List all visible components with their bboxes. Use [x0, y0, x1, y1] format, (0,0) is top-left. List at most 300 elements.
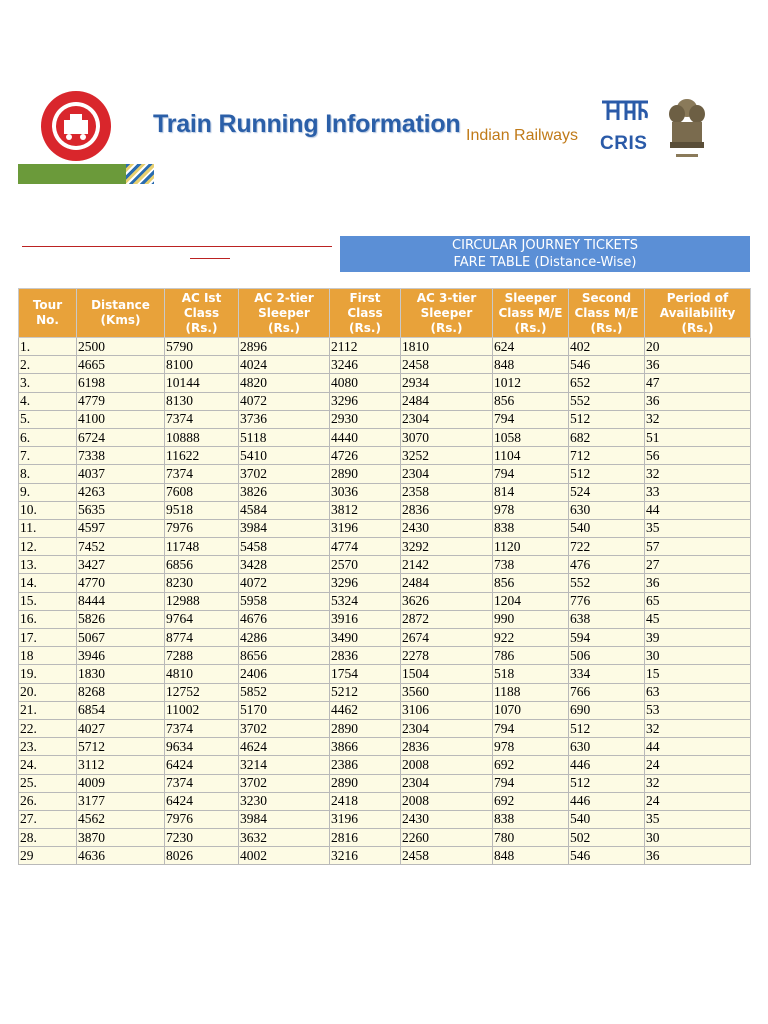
- table-row: [19, 410, 751, 428]
- table-cell: 2418: [330, 792, 401, 810]
- table-row: [19, 829, 751, 847]
- column-header-line: Class M/E: [498, 305, 563, 320]
- column-header-line: (Rs.): [430, 320, 463, 335]
- table-cell: 65: [645, 592, 751, 610]
- table-cell: 6724: [77, 428, 165, 446]
- table-cell: 848: [493, 847, 569, 865]
- table-cell: 2304: [401, 719, 493, 737]
- table-cell: 692: [493, 756, 569, 774]
- table-cell: 3702: [239, 774, 330, 792]
- table-cell: 1810: [401, 338, 493, 356]
- column-header-line: (Rs.): [681, 320, 714, 335]
- table-row: [19, 556, 751, 574]
- table-cell: 4100: [77, 410, 165, 428]
- table-row: [19, 465, 751, 483]
- table-cell: 5410: [239, 447, 330, 465]
- table-cell: 652: [569, 374, 645, 392]
- table-cell: 3.: [19, 374, 77, 392]
- table-cell: 56: [645, 447, 751, 465]
- table-cell: 9634: [165, 738, 239, 756]
- table-cell: 15: [645, 665, 751, 683]
- table-cell: 8100: [165, 356, 239, 374]
- table-cell: 10144: [165, 374, 239, 392]
- table-cell: 4072: [239, 392, 330, 410]
- table-cell: 1188: [493, 683, 569, 701]
- table-cell: 7374: [165, 719, 239, 737]
- column-header-line: Period of: [666, 290, 729, 305]
- table-cell: 24: [645, 792, 751, 810]
- table-cell: 30: [645, 829, 751, 847]
- table-cell: 16.: [19, 610, 77, 628]
- table-cell: 624: [493, 338, 569, 356]
- table-cell: 3812: [330, 501, 401, 519]
- table-cell: 546: [569, 356, 645, 374]
- table-cell: 4462: [330, 701, 401, 719]
- table-cell: 512: [569, 410, 645, 428]
- column-header-line: AC 3-tier: [416, 290, 477, 305]
- table-cell: 3490: [330, 629, 401, 647]
- table-cell: 4263: [77, 483, 165, 501]
- table-row: [19, 356, 751, 374]
- column-header-line: (Rs.): [268, 320, 300, 335]
- table-cell: 45: [645, 610, 751, 628]
- table-cell: 5852: [239, 683, 330, 701]
- table-cell: 6854: [77, 701, 165, 719]
- table-cell: 3230: [239, 792, 330, 810]
- table-cell: 766: [569, 683, 645, 701]
- table-cell: 2142: [401, 556, 493, 574]
- column-header-line: (Rs.): [185, 320, 218, 335]
- table-cell: 838: [493, 519, 569, 537]
- table-cell: 3870: [77, 829, 165, 847]
- table-cell: 53: [645, 701, 751, 719]
- table-cell: 11.: [19, 519, 77, 537]
- table-cell: 2890: [330, 774, 401, 792]
- table-cell: 5.: [19, 410, 77, 428]
- table-cell: 978: [493, 738, 569, 756]
- table-cell: 22.: [19, 719, 77, 737]
- table-row: [19, 374, 751, 392]
- column-header-line: First: [349, 290, 381, 305]
- table-cell: 3632: [239, 829, 330, 847]
- table-cell: 512: [569, 465, 645, 483]
- column-header-line: Class M/E: [574, 305, 639, 320]
- table-cell: 36: [645, 356, 751, 374]
- table-cell: 4027: [77, 719, 165, 737]
- table-cell: 2430: [401, 810, 493, 828]
- table-cell: 838: [493, 810, 569, 828]
- table-cell: 5212: [330, 683, 401, 701]
- table-cell: 3916: [330, 610, 401, 628]
- indian-railways-logo-icon: [40, 90, 112, 162]
- table-cell: 2872: [401, 610, 493, 628]
- table-cell: 2836: [401, 738, 493, 756]
- table-cell: 6424: [165, 756, 239, 774]
- table-cell: 776: [569, 592, 645, 610]
- table-cell: 780: [493, 829, 569, 847]
- table-cell: 2934: [401, 374, 493, 392]
- table-cell: 9.: [19, 483, 77, 501]
- column-header: [19, 289, 77, 338]
- table-cell: 2484: [401, 392, 493, 410]
- table-cell: 13.: [19, 556, 77, 574]
- table-cell: 552: [569, 392, 645, 410]
- table-row: [19, 810, 751, 828]
- table-row: [19, 519, 751, 537]
- table-cell: 7374: [165, 465, 239, 483]
- table-cell: 7374: [165, 410, 239, 428]
- table-cell: 19.: [19, 665, 77, 683]
- table-cell: 446: [569, 756, 645, 774]
- table-cell: 5635: [77, 501, 165, 519]
- table-cell: 4810: [165, 665, 239, 683]
- table-row: [19, 792, 751, 810]
- column-header-line: Distance: [91, 298, 150, 312]
- table-row: [19, 756, 751, 774]
- column-header: [239, 289, 330, 338]
- table-cell: 4665: [77, 356, 165, 374]
- table-row: [19, 701, 751, 719]
- table-cell: 546: [569, 847, 645, 865]
- table-cell: 4.: [19, 392, 77, 410]
- table-cell: 2890: [330, 465, 401, 483]
- table-cell: 4636: [77, 847, 165, 865]
- table-cell: 26.: [19, 792, 77, 810]
- table-cell: 44: [645, 501, 751, 519]
- table-cell: 7230: [165, 829, 239, 847]
- table-cell: 1.: [19, 338, 77, 356]
- table-row: [19, 719, 751, 737]
- page-title: Train Running Information: [153, 110, 461, 138]
- table-cell: 33: [645, 483, 751, 501]
- table-cell: 630: [569, 501, 645, 519]
- table-cell: 524: [569, 483, 645, 501]
- table-cell: 17.: [19, 629, 77, 647]
- table-cell: 2406: [239, 665, 330, 683]
- table-cell: 1204: [493, 592, 569, 610]
- table-cell: 12.: [19, 538, 77, 556]
- table-cell: 5067: [77, 629, 165, 647]
- table-cell: 2112: [330, 338, 401, 356]
- table-cell: 57: [645, 538, 751, 556]
- table-cell: 4726: [330, 447, 401, 465]
- table-cell: 3292: [401, 538, 493, 556]
- table-cell: 15.: [19, 592, 77, 610]
- table-cell: 32: [645, 465, 751, 483]
- table-cell: 3246: [330, 356, 401, 374]
- table-cell: 3626: [401, 592, 493, 610]
- table-row: [19, 447, 751, 465]
- table-cell: 856: [493, 574, 569, 592]
- table-cell: 24.: [19, 756, 77, 774]
- table-cell: 3866: [330, 738, 401, 756]
- table-row: [19, 483, 751, 501]
- table-cell: 7976: [165, 810, 239, 828]
- table-cell: 7976: [165, 519, 239, 537]
- table-cell: 2386: [330, 756, 401, 774]
- table-cell: 682: [569, 428, 645, 446]
- table-cell: 9764: [165, 610, 239, 628]
- table-cell: 7374: [165, 774, 239, 792]
- table-cell: 476: [569, 556, 645, 574]
- table-row: [19, 538, 751, 556]
- table-row: [19, 647, 751, 665]
- table-cell: 4286: [239, 629, 330, 647]
- table-cell: 1754: [330, 665, 401, 683]
- table-cell: 3214: [239, 756, 330, 774]
- table-cell: 3036: [330, 483, 401, 501]
- table-cell: 518: [493, 665, 569, 683]
- table-cell: 552: [569, 574, 645, 592]
- table-cell: 39: [645, 629, 751, 647]
- table-row: [19, 338, 751, 356]
- table-cell: 14.: [19, 574, 77, 592]
- table-cell: 36: [645, 574, 751, 592]
- table-cell: 2304: [401, 465, 493, 483]
- table-cell: 4440: [330, 428, 401, 446]
- table-cell: 11622: [165, 447, 239, 465]
- table-row: [19, 392, 751, 410]
- column-header-line: (Rs.): [514, 320, 547, 335]
- table-cell: 4624: [239, 738, 330, 756]
- table-cell: 7338: [77, 447, 165, 465]
- table-cell: 2008: [401, 792, 493, 810]
- table-cell: 44: [645, 738, 751, 756]
- table-cell: 8026: [165, 847, 239, 865]
- column-header: [330, 289, 401, 338]
- table-cell: 4562: [77, 810, 165, 828]
- table-cell: 30: [645, 647, 751, 665]
- table-cell: 10888: [165, 428, 239, 446]
- column-header-line: Sleeper: [420, 305, 473, 320]
- national-emblem-icon: [664, 94, 710, 164]
- table-row: [19, 629, 751, 647]
- table-cell: 3070: [401, 428, 493, 446]
- table-cell: 12752: [165, 683, 239, 701]
- table-cell: 1830: [77, 665, 165, 683]
- table-cell: 4584: [239, 501, 330, 519]
- table-cell: 35: [645, 810, 751, 828]
- table-cell: 2836: [330, 647, 401, 665]
- table-cell: 5458: [239, 538, 330, 556]
- table-cell: 690: [569, 701, 645, 719]
- table-cell: 4037: [77, 465, 165, 483]
- table-cell: 540: [569, 810, 645, 828]
- table-cell: 512: [569, 774, 645, 792]
- table-cell: 5118: [239, 428, 330, 446]
- column-header: [401, 289, 493, 338]
- table-cell: 978: [493, 501, 569, 519]
- table-cell: 8268: [77, 683, 165, 701]
- table-cell: 2896: [239, 338, 330, 356]
- table-cell: 794: [493, 465, 569, 483]
- table-cell: 3112: [77, 756, 165, 774]
- table-cell: 21.: [19, 701, 77, 719]
- table-cell: 4774: [330, 538, 401, 556]
- table-cell: 638: [569, 610, 645, 628]
- table-cell: 334: [569, 665, 645, 683]
- table-cell: 506: [569, 647, 645, 665]
- table-cell: 1504: [401, 665, 493, 683]
- table-row: [19, 847, 751, 865]
- table-cell: 4676: [239, 610, 330, 628]
- column-header: [77, 289, 165, 338]
- table-row: [19, 428, 751, 446]
- table-cell: 8.: [19, 465, 77, 483]
- table-cell: 3177: [77, 792, 165, 810]
- table-cell: 502: [569, 829, 645, 847]
- column-header-line: Sleeper: [504, 290, 557, 305]
- table-cell: 848: [493, 356, 569, 374]
- column-header-line: (Kms): [100, 313, 141, 327]
- table-cell: 5826: [77, 610, 165, 628]
- table-cell: 3736: [239, 410, 330, 428]
- table-cell: 1104: [493, 447, 569, 465]
- table-cell: 3216: [330, 847, 401, 865]
- table-row: [19, 665, 751, 683]
- column-header-line: Class: [183, 305, 220, 320]
- table-cell: 2500: [77, 338, 165, 356]
- table-cell: 20.: [19, 683, 77, 701]
- column-header-line: (Rs.): [590, 320, 623, 335]
- table-cell: 2.: [19, 356, 77, 374]
- section-banner: [340, 236, 750, 272]
- table-cell: 3826: [239, 483, 330, 501]
- table-cell: 4779: [77, 392, 165, 410]
- cris-hindi-logo-icon: [600, 98, 650, 124]
- table-cell: 36: [645, 392, 751, 410]
- table-cell: 2836: [401, 501, 493, 519]
- table-cell: 32: [645, 410, 751, 428]
- table-cell: 1012: [493, 374, 569, 392]
- table-cell: 2816: [330, 829, 401, 847]
- table-cell: 2260: [401, 829, 493, 847]
- table-cell: 20: [645, 338, 751, 356]
- table-cell: 2430: [401, 519, 493, 537]
- table-cell: 11748: [165, 538, 239, 556]
- table-cell: 2890: [330, 719, 401, 737]
- table-cell: 4820: [239, 374, 330, 392]
- table-cell: 25.: [19, 774, 77, 792]
- table-cell: 3984: [239, 519, 330, 537]
- table-cell: 1070: [493, 701, 569, 719]
- table-cell: 738: [493, 556, 569, 574]
- table-cell: 4597: [77, 519, 165, 537]
- table-cell: 51: [645, 428, 751, 446]
- table-cell: 3296: [330, 392, 401, 410]
- column-header: [493, 289, 569, 338]
- cris-logo-text: CRIS: [600, 133, 648, 154]
- table-cell: 692: [493, 792, 569, 810]
- table-row: [19, 610, 751, 628]
- table-cell: 402: [569, 338, 645, 356]
- table-cell: 1058: [493, 428, 569, 446]
- table-cell: 3702: [239, 719, 330, 737]
- column-header-line: AC Ist: [181, 290, 222, 305]
- column-header: [645, 289, 751, 338]
- table-cell: 27: [645, 556, 751, 574]
- table-cell: 27.: [19, 810, 77, 828]
- table-cell: 794: [493, 774, 569, 792]
- table-cell: 3252: [401, 447, 493, 465]
- table-cell: 23.: [19, 738, 77, 756]
- table-cell: 28.: [19, 829, 77, 847]
- table-cell: 3296: [330, 574, 401, 592]
- table-cell: 2484: [401, 574, 493, 592]
- table-cell: 7452: [77, 538, 165, 556]
- table-cell: 2304: [401, 774, 493, 792]
- table-cell: 4002: [239, 847, 330, 865]
- column-header-line: Tour: [32, 298, 63, 312]
- table-cell: 2278: [401, 647, 493, 665]
- table-cell: 3946: [77, 647, 165, 665]
- table-cell: 630: [569, 738, 645, 756]
- table-cell: 2930: [330, 410, 401, 428]
- table-cell: 786: [493, 647, 569, 665]
- table-cell: 722: [569, 538, 645, 556]
- table-cell: 2458: [401, 847, 493, 865]
- table-cell: 35: [645, 519, 751, 537]
- table-row: [19, 738, 751, 756]
- column-header-line: Sleeper: [258, 305, 310, 320]
- table-cell: 7288: [165, 647, 239, 665]
- table-cell: 5790: [165, 338, 239, 356]
- table-cell: 3702: [239, 465, 330, 483]
- table-cell: 8444: [77, 592, 165, 610]
- table-cell: 2358: [401, 483, 493, 501]
- table-cell: 2458: [401, 356, 493, 374]
- table-cell: 446: [569, 792, 645, 810]
- table-cell: 3427: [77, 556, 165, 574]
- banner-line-1: CIRCULAR JOURNEY TICKETS: [452, 238, 638, 253]
- table-cell: 63: [645, 683, 751, 701]
- table-cell: 10.: [19, 501, 77, 519]
- table-row: [19, 574, 751, 592]
- table-cell: 8656: [239, 647, 330, 665]
- table-cell: 3984: [239, 810, 330, 828]
- table-cell: 6.: [19, 428, 77, 446]
- table-cell: 1120: [493, 538, 569, 556]
- table-cell: 24: [645, 756, 751, 774]
- table-cell: 18: [19, 647, 77, 665]
- table-cell: 594: [569, 629, 645, 647]
- table-cell: 3196: [330, 810, 401, 828]
- table-cell: 12988: [165, 592, 239, 610]
- table-cell: 32: [645, 719, 751, 737]
- table-cell: 36: [645, 847, 751, 865]
- page-subtitle: Indian Railways: [466, 127, 579, 144]
- table-cell: 9518: [165, 501, 239, 519]
- table-row: [19, 501, 751, 519]
- table-cell: 4080: [330, 374, 401, 392]
- table-cell: 32: [645, 774, 751, 792]
- table-cell: 3428: [239, 556, 330, 574]
- table-cell: 4009: [77, 774, 165, 792]
- table-cell: 2570: [330, 556, 401, 574]
- column-header: [569, 289, 645, 338]
- table-cell: 5170: [239, 701, 330, 719]
- table-cell: 4072: [239, 574, 330, 592]
- table-cell: 512: [569, 719, 645, 737]
- table-cell: 794: [493, 410, 569, 428]
- table-cell: 4024: [239, 356, 330, 374]
- table-cell: 47: [645, 374, 751, 392]
- table-cell: 6856: [165, 556, 239, 574]
- table-cell: 6198: [77, 374, 165, 392]
- fare-table: [18, 288, 751, 865]
- table-cell: 3106: [401, 701, 493, 719]
- table-cell: 2008: [401, 756, 493, 774]
